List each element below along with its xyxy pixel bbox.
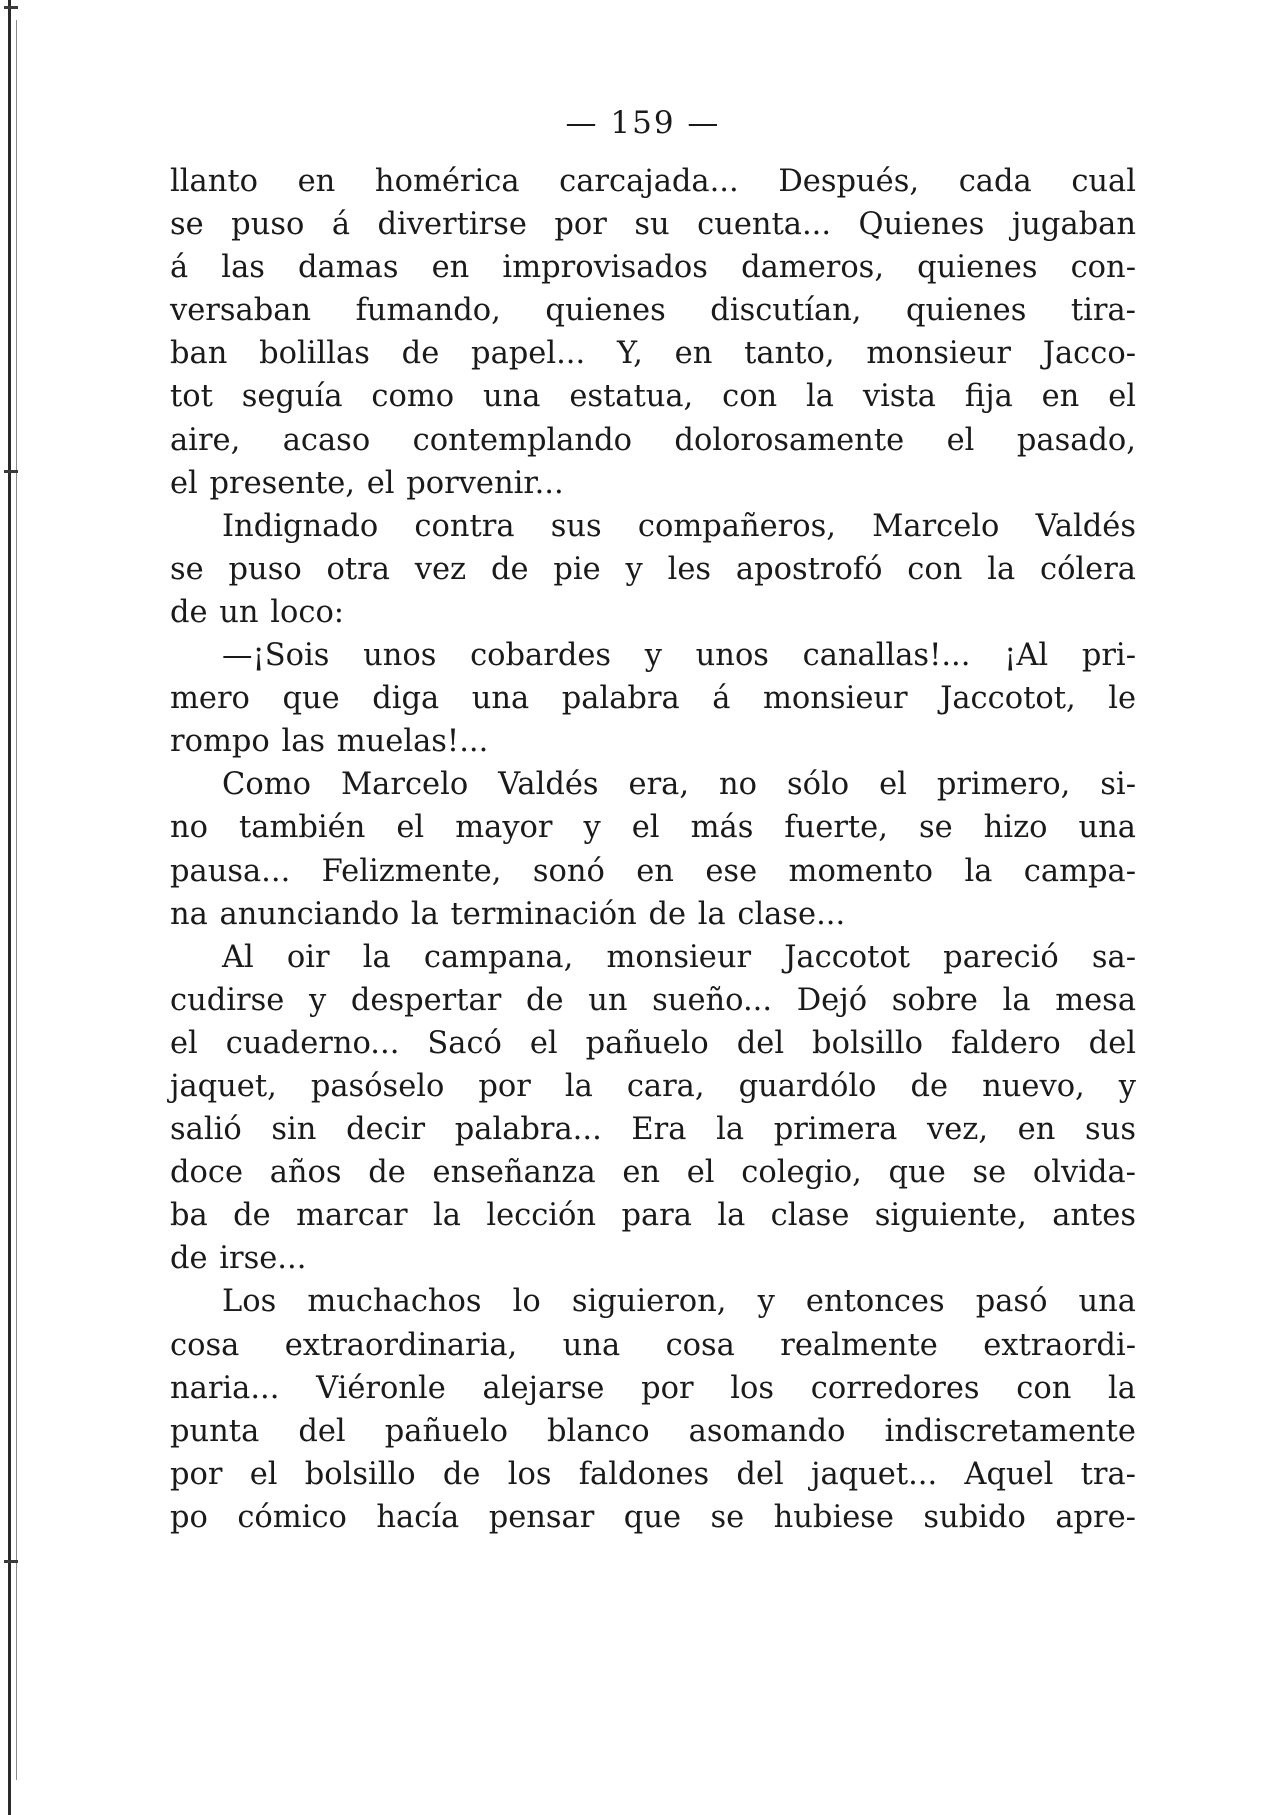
spine-mark bbox=[4, 6, 18, 9]
text-line: versaban fumando, quienes discutían, quienes tira- bbox=[170, 293, 1136, 329]
text-line: salió sin decir palabra... Era la primera vez, en sus bbox=[170, 1112, 1136, 1148]
text-line: se puso otra vez de pie y les apostrofó con la cólera bbox=[170, 551, 1136, 587]
text-line: ban bolillas de papel... Y, en tanto, monsieur Jacco- bbox=[170, 336, 1136, 372]
text-line: jaquet, pasóselo por la cara, guardólo de nuevo, y bbox=[170, 1068, 1136, 1104]
text-line: Al oir la campana, monsieur Jaccotot pareció sa- bbox=[222, 939, 1136, 975]
text-line: po cómico hacía pensar que se hubiese subido apre- bbox=[170, 1499, 1136, 1535]
text-line: —¡Sois unos cobardes y unos canallas!... ¡Al pri- bbox=[222, 638, 1136, 674]
text-line: el cuaderno... Sacó el pañuelo del bolsillo faldero del bbox=[170, 1025, 1136, 1061]
page-number: — 159 — bbox=[565, 105, 721, 141]
spine-thin-line bbox=[16, 20, 17, 1780]
text-line: ba de marcar la lección para la clase siguiente, antes bbox=[170, 1198, 1136, 1234]
text-line: de irse... bbox=[170, 1241, 307, 1277]
text-line: á las damas en improvisados dameros, quienes con- bbox=[170, 250, 1136, 286]
text-line: no también el mayor y el más fuerte, se hizo una bbox=[170, 810, 1136, 846]
text-line: tot seguía como una estatua, con la vista fija en el bbox=[170, 379, 1136, 415]
text-line: pausa... Felizmente, sonó en ese momento la campa- bbox=[170, 853, 1136, 889]
text-line: naria... Viéronle alejarse por los corredores con la bbox=[170, 1370, 1136, 1406]
spine-mark bbox=[4, 470, 18, 473]
text-line: Indignado contra sus compañeros, Marcelo Valdés bbox=[222, 508, 1136, 544]
text-line: punta del pañuelo blanco asomando indiscretamente bbox=[170, 1413, 1136, 1449]
text-line: cosa extraordinaria, una cosa realmente extraordi- bbox=[170, 1327, 1136, 1363]
text-line: rompo las muelas!... bbox=[170, 724, 489, 760]
text-line: se puso á divertirse por su cuenta... Quienes jugaban bbox=[170, 207, 1136, 243]
body-text bbox=[170, 160, 1136, 1539]
text-line: Como Marcelo Valdés era, no sólo el primero, si- bbox=[222, 767, 1136, 803]
spine-line bbox=[8, 0, 11, 1815]
text-line: cudirse y despertar de un sueño... Dejó sobre la mesa bbox=[170, 982, 1136, 1018]
text-line: el presente, el porvenir... bbox=[170, 465, 564, 501]
text-line: doce años de enseñanza en el colegio, que se olvida- bbox=[170, 1155, 1136, 1191]
text-line: mero que diga una palabra á monsieur Jaccotot, le bbox=[170, 681, 1136, 717]
text-line: por el bolsillo de los faldones del jaquet... Aquel tra- bbox=[170, 1456, 1136, 1492]
text-line: Los muchachos lo siguieron, y entonces pasó una bbox=[222, 1284, 1136, 1320]
text-line: llanto en homérica carcajada... Después, cada cual bbox=[170, 164, 1136, 199]
text-line: aire, acaso contemplando dolorosamente el pasado, bbox=[170, 422, 1136, 458]
text-line: na anunciando la terminación de la clase... bbox=[170, 896, 846, 932]
book-spine-edge bbox=[0, 0, 22, 1815]
text-line: de un loco: bbox=[170, 594, 345, 630]
spine-mark bbox=[4, 1560, 18, 1563]
